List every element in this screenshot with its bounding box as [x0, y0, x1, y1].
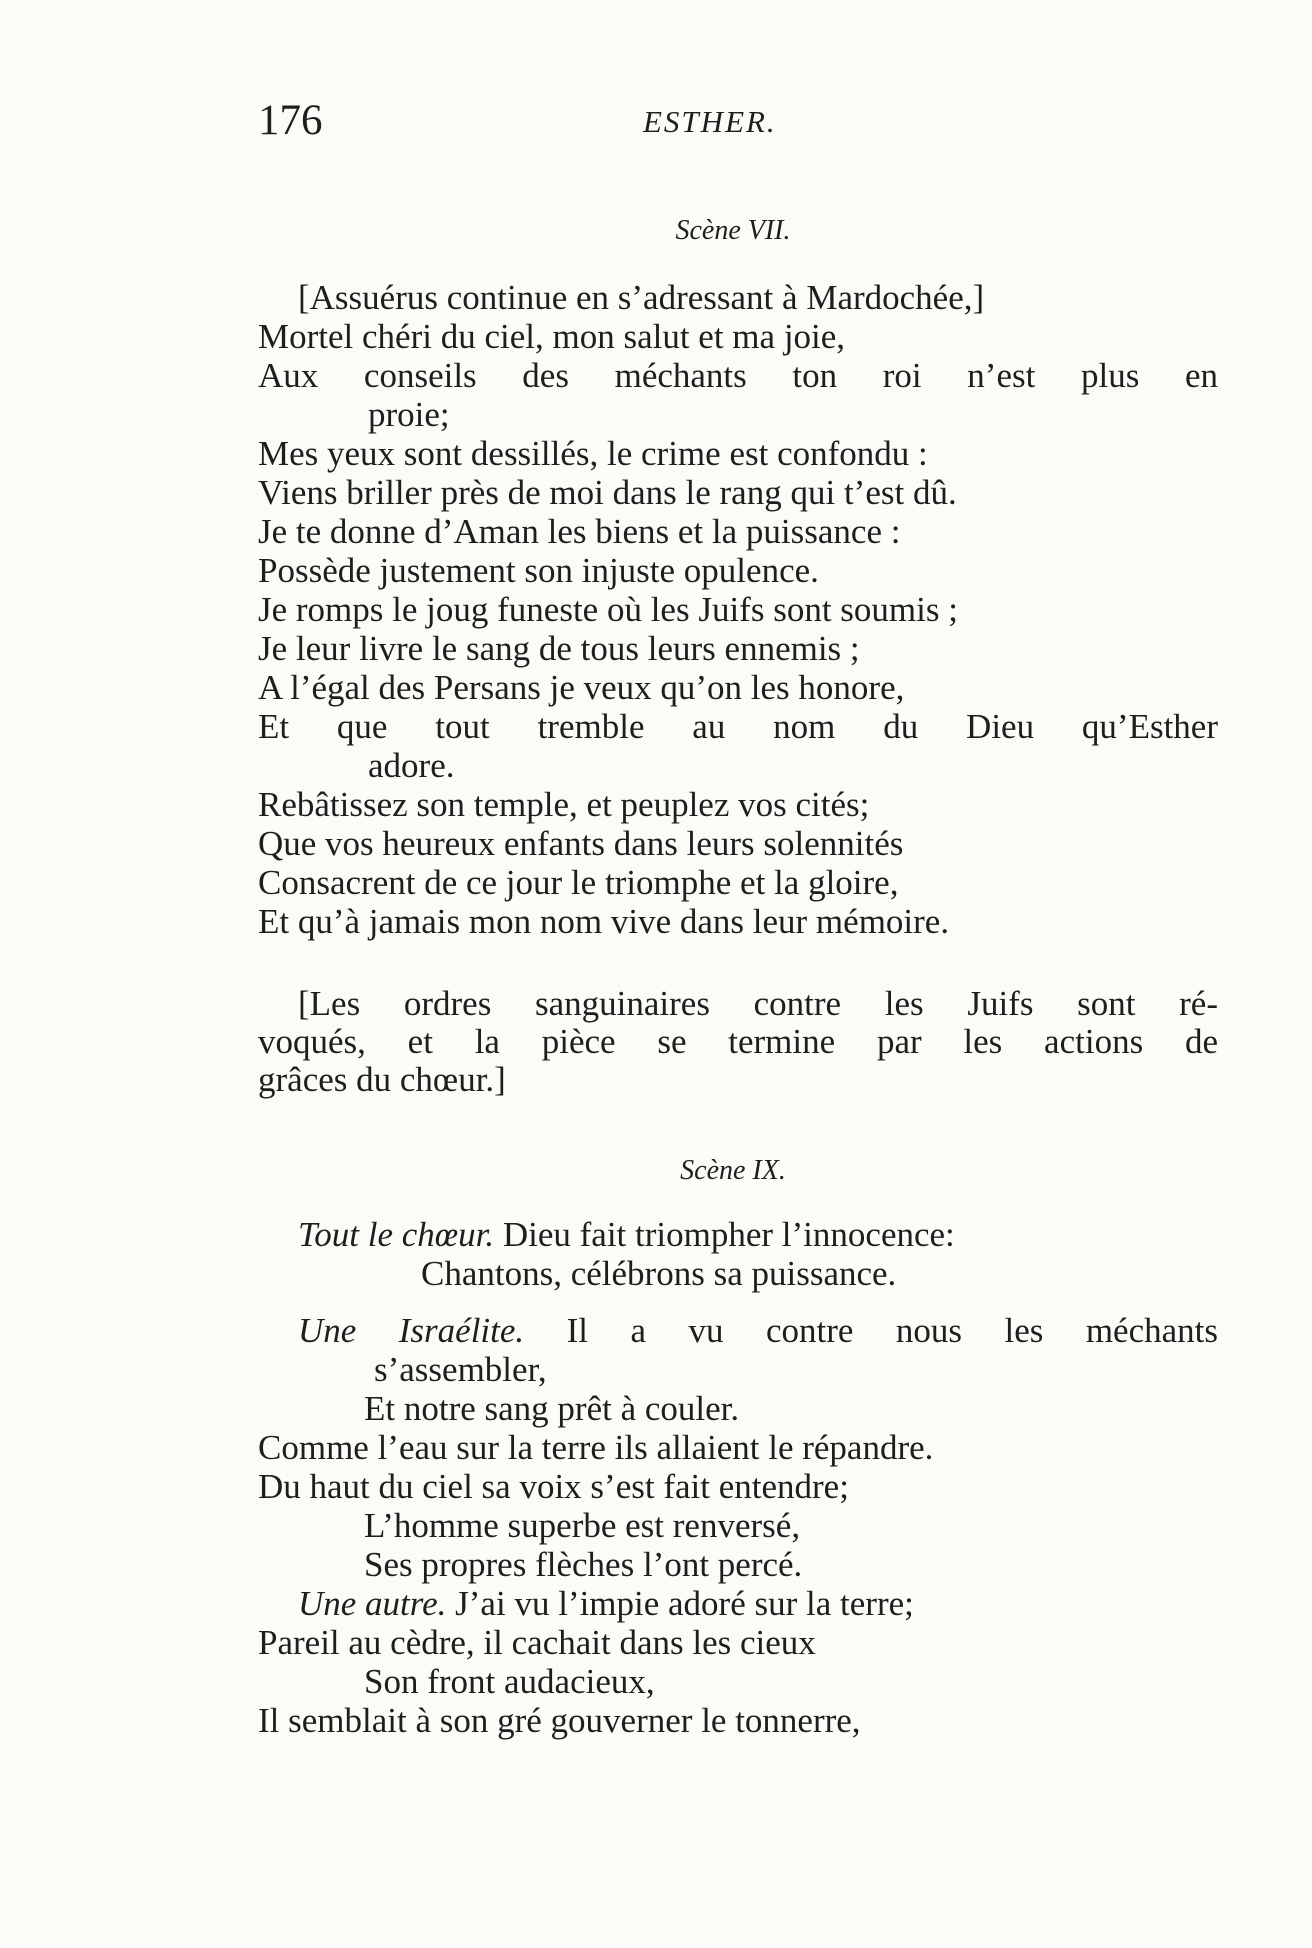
- verse-line: A l’égal des Persans je veux qu’on les honore,: [258, 668, 905, 707]
- verse-line: Je romps le joug funeste où les Juifs sont soumis ;: [258, 590, 958, 629]
- verse-text: J’ai vu l’impie adoré sur la terre;: [446, 1584, 914, 1623]
- speaker-name: Tout le chœur.: [298, 1215, 495, 1254]
- verse-line: Pareil au cèdre, il cachait dans les cieux: [258, 1623, 816, 1662]
- scene-vii-heading: Scène VII.: [675, 215, 791, 246]
- verse-line: Il semblait à son gré gouverner le tonnerre,: [258, 1701, 861, 1740]
- page-header: [258, 96, 1208, 156]
- speaker-name: Une autre.: [298, 1584, 447, 1623]
- verse-line: L’homme superbe est renversé,: [364, 1506, 801, 1545]
- verse-line: proie;: [368, 395, 450, 434]
- verse-line: s’assembler,: [374, 1350, 547, 1389]
- verse-line: Son front audacieux,: [364, 1662, 655, 1701]
- stage-direction-line: [Les ordres sanguinaires contre les Juifs sont ré-: [298, 985, 1218, 1023]
- scene-vii-verse: [258, 278, 1218, 941]
- verse-line: Mortel chéri du ciel, mon salut et ma joie,: [258, 317, 846, 356]
- page-number: 176: [258, 97, 323, 144]
- verse-text: Il a vu contre nous les méchants: [524, 1311, 1218, 1350]
- israelite-line: [258, 1311, 1218, 1350]
- stage-direction-line: voqués, et la pièce se termine par les actions de: [258, 1023, 1218, 1061]
- speaker-name: Une Israélite.: [298, 1311, 525, 1350]
- verse-line: [Assuérus continue en s’adressant à Mardochée,]: [298, 278, 985, 317]
- verse-line: Et qu’à jamais mon nom vive dans leur mémoire.: [258, 902, 950, 941]
- chorus-line: [258, 1215, 1218, 1254]
- verse-line: Du haut du ciel sa voix s’est fait entendre;: [258, 1467, 849, 1506]
- verse-line: Ses propres flèches l’ont percé.: [364, 1545, 803, 1584]
- verse-line: Comme l’eau sur la terre ils allaient le répandre.: [258, 1428, 934, 1467]
- verse-line: Je leur livre le sang de tous leurs ennemis ;: [258, 629, 860, 668]
- autre-line: [258, 1584, 1218, 1623]
- verse-line: Et que tout tremble au nom du Dieu qu’Esther: [258, 707, 1218, 746]
- verse-line: Aux conseils des méchants ton roi n’est plus en: [258, 356, 1218, 395]
- scene-ix-heading: Scène IX.: [680, 1155, 786, 1186]
- verse-line: Et notre sang prêt à couler.: [364, 1389, 740, 1428]
- verse-line: Mes yeux sont dessillés, le crime est confondu :: [258, 434, 928, 473]
- running-title: ESTHER.: [643, 104, 777, 139]
- verse-line: Que vos heureux enfants dans leurs solennités: [258, 824, 904, 863]
- verse-line: Je te donne d’Aman les biens et la puissance :: [258, 512, 901, 551]
- chorus-line: Chantons, célébrons sa puissance.: [421, 1254, 897, 1293]
- verse-line: adore.: [368, 746, 455, 785]
- verse-line: Consacrent de ce jour le triomphe et la gloire,: [258, 863, 899, 902]
- scene-ix-verse: [258, 1215, 1218, 1740]
- stage-direction-line: grâces du chœur.]: [258, 1060, 506, 1099]
- verse-text: Dieu fait triompher l’innocence:: [494, 1215, 955, 1254]
- verse-line: Possède justement son injuste opulence.: [258, 551, 819, 590]
- stage-direction: [258, 985, 1218, 1099]
- verse-line: Rebâtissez son temple, et peuplez vos cités;: [258, 785, 870, 824]
- verse-line: Viens briller près de moi dans le rang qui t’est dû.: [258, 473, 957, 512]
